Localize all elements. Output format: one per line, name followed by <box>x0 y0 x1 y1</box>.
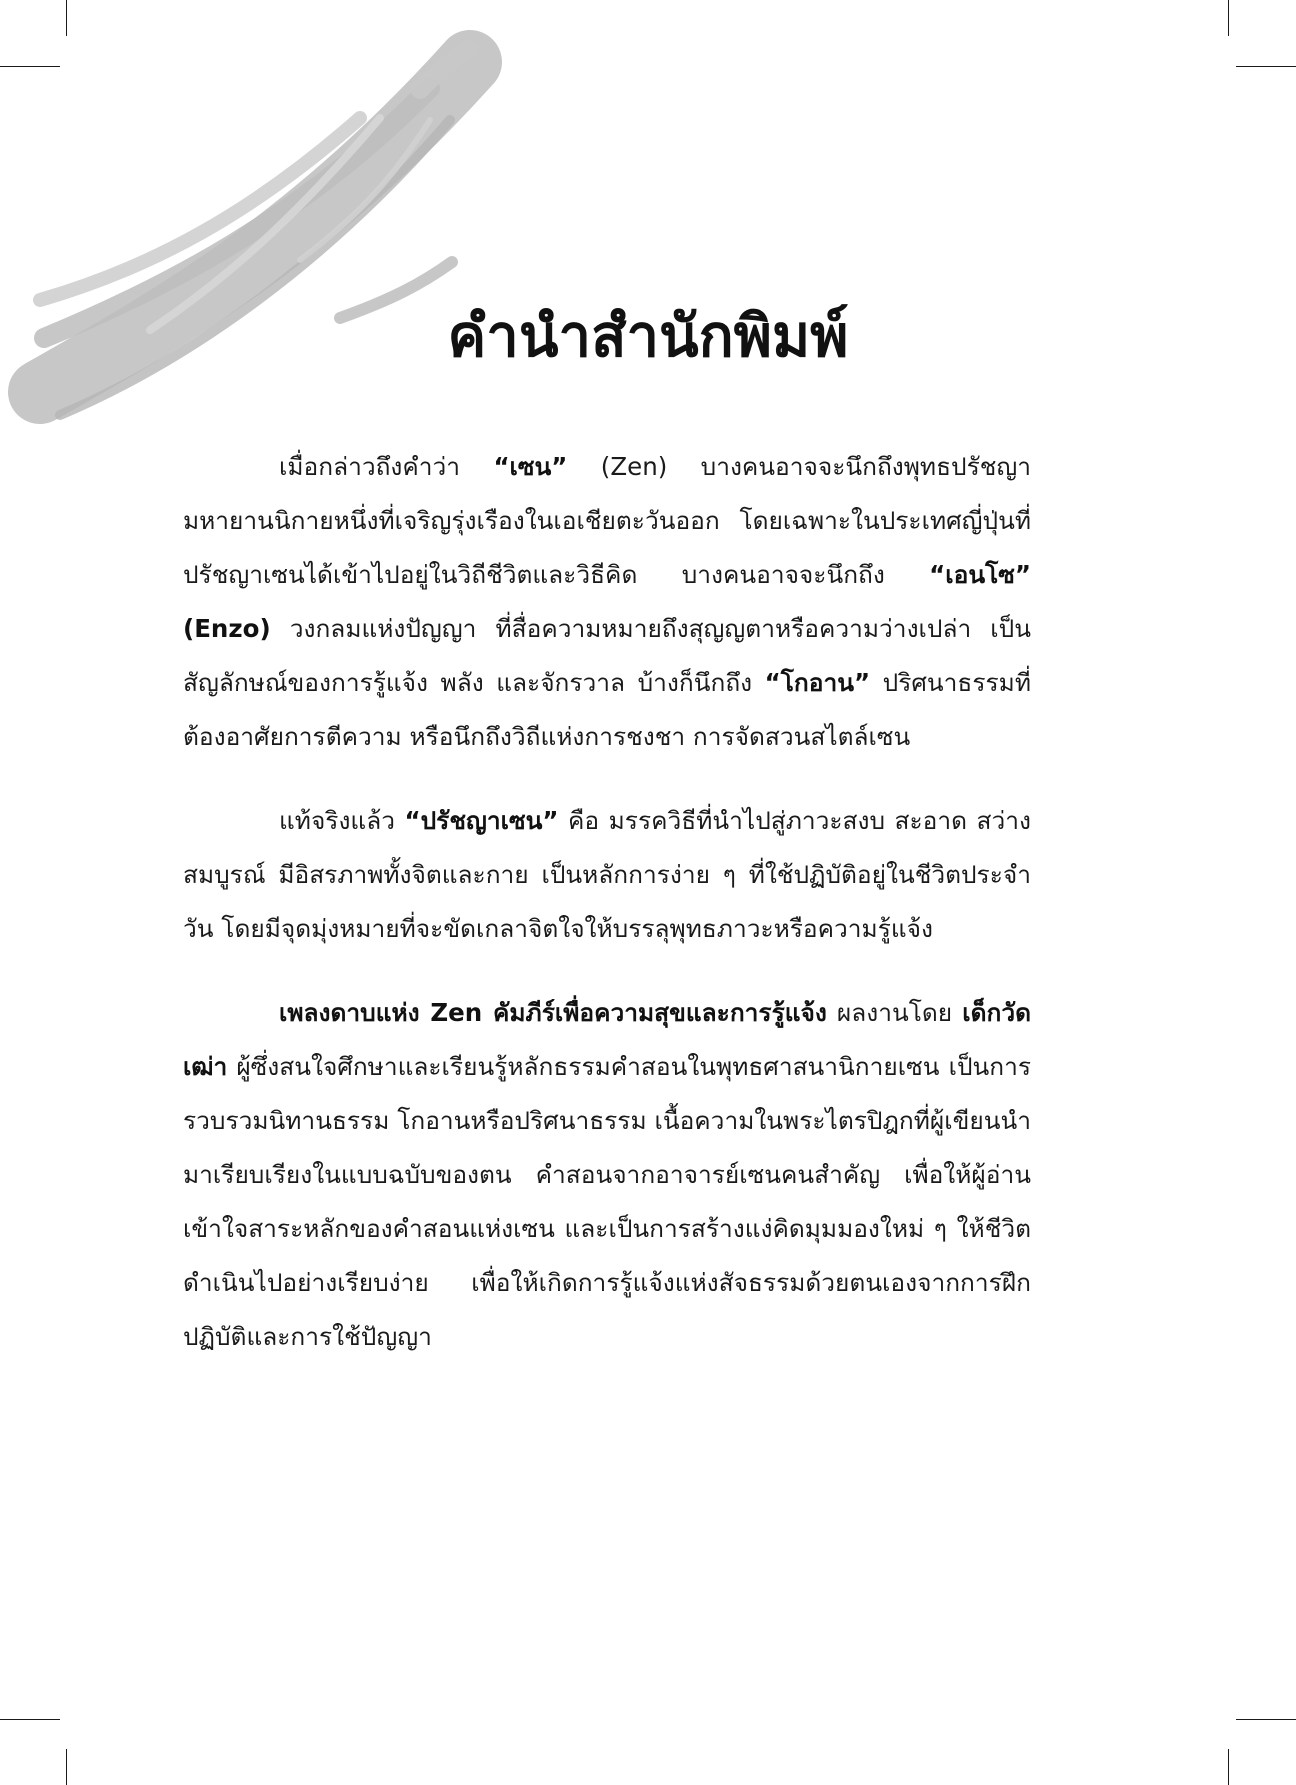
paragraph-text: วงกลมแห่งปัญญา ที่สื่อความหมายถึงสุญญตาหรือความว่างเปล่า เป็นสัญลักษณ์ของการรู้แจ้ง พลัง และจักรวาล บ้างก็นึกถึง <box>183 614 1031 697</box>
term-koan: “โกอาน” <box>764 668 871 697</box>
paragraph-text: แท้จริงแล้ว <box>279 806 405 835</box>
crop-mark-top-right-horizontal <box>1236 66 1296 67</box>
crop-mark-top-left-vertical <box>66 0 67 36</box>
crop-mark-bottom-left-vertical <box>66 1749 67 1785</box>
enso-brush-stroke-icon <box>0 0 1296 480</box>
paragraph-text: (Zen) บางคนอาจจะนึกถึงพุทธปรัชญามหายานนิกายหนึ่งที่เจริญรุ่งเรืองในเอเชียตะวันออก โดยเฉพาะในประเทศญี่ปุ่นที่ปรัชญาเซนได้เข้าไปอยู่ในวิถีชีวิตและวิธีคิด บางคนอาจจะนึกถึง <box>183 452 1031 589</box>
author-name: เด็กวัดเฒ่า <box>183 998 1031 1081</box>
paragraph-text: ผลงานโดย <box>826 998 963 1027</box>
page-title: คำนำสำนักพิมพ์ <box>447 302 849 370</box>
term-zen-philosophy: “ปรัชญาเซน” <box>404 806 559 835</box>
paragraph-text: ผู้ซึ่งสนใจศึกษาและเรียนรู้หลักธรรมคำสอนในพุทธศาสนานิกายเซน เป็นการรวบรวมนิทานธรรม โกอานหรือปริศนาธรรม เนื้อความในพระไตรปิฎกที่ผู้เขียนนำมาเรียบเรียงในแบบฉบับของตน คำสอนจากอาจารย์เซนคนสำคัญ เพื่อให้ผู้อ่านเข้าใจสาระหลักของคำสอนแห่งเซน และเป็นการสร้างแง่คิดมุมมองใหม่ ๆ ให้ชีวิตดำเนินไปอย่างเรียบง่าย เพื่อให้เกิดการรู้แจ้งแห่งสัจธรรมด้วยตนเองจากการฝึกปฏิบัติและการใช้ปัญญา <box>183 1052 1031 1351</box>
crop-mark-top-right-vertical <box>1228 0 1229 36</box>
crop-mark-bottom-right-vertical <box>1228 1749 1229 1785</box>
paragraph-text: ปริศนาธรรมที่ต้องอาศัยการตีความ หรือนึกถึงวิถีแห่งการชงชา การจัดสวนสไตล์เซน <box>183 668 1031 751</box>
foreword-body <box>183 440 1031 1364</box>
crop-mark-top-left-horizontal <box>0 66 60 67</box>
book-title: เพลงดาบแห่ง Zen คัมภีร์เพื่อความสุขและการรู้แจ้ง <box>279 998 827 1027</box>
crop-mark-bottom-left-horizontal <box>0 1719 60 1720</box>
paragraph-text: เมื่อกล่าวถึงคำว่า <box>279 452 494 481</box>
term-zen: “เซน” <box>493 452 568 481</box>
paragraph-text: คือ มรรควิธีที่นำไปสู่ภาวะสงบ สะอาด สว่าง สมบูรณ์ มีอิสรภาพทั้งจิตและกาย เป็นหลักการง่าย ๆ ที่ใช้ปฏิบัติอยู่ในชีวิตประจำวัน โดยมีจุดมุ่งหมายที่จะขัดเกลาจิตใจให้บรรลุพุทธภาวะหรือความรู้แจ้ง <box>183 806 1031 943</box>
paragraph-book-description <box>183 986 1031 1364</box>
crop-mark-bottom-right-horizontal <box>1236 1719 1296 1720</box>
paragraph-zen-philosophy <box>183 794 1031 956</box>
paragraph-zen-intro <box>183 440 1031 764</box>
term-enzo: “เอนโซ” (Enzo) <box>183 560 1031 643</box>
